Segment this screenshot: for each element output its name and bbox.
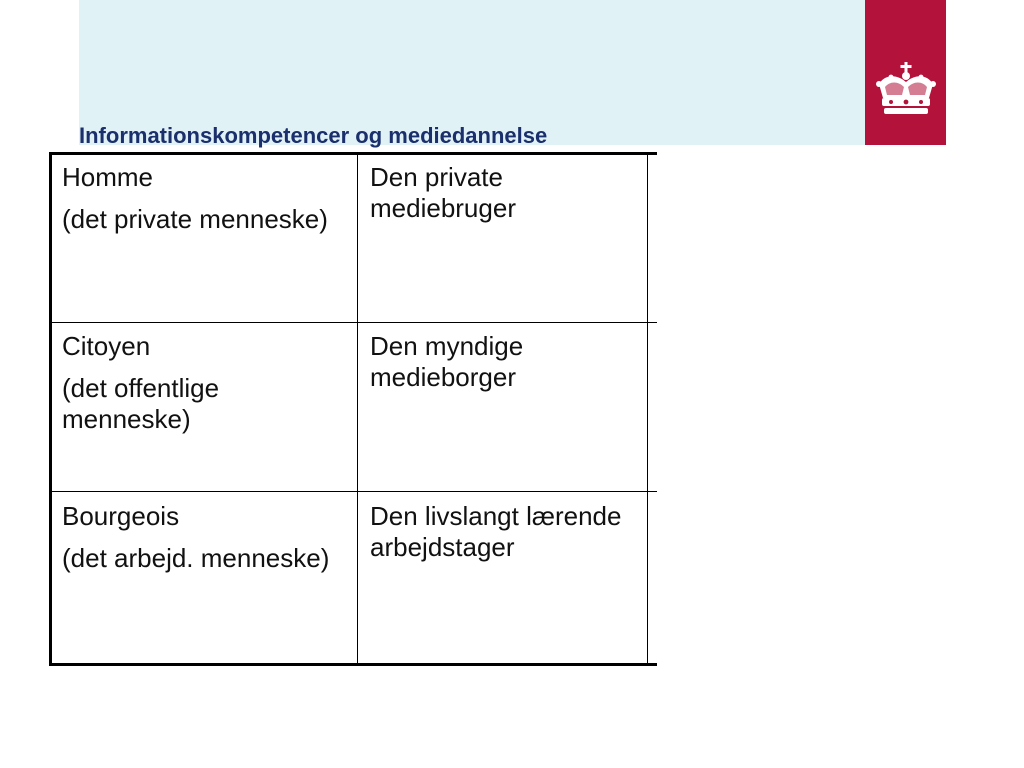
- matrix-border-left: [49, 152, 52, 666]
- media-role: Den livslangt lærende arbejdstager: [370, 501, 622, 562]
- matrix-column-divider: [357, 155, 358, 663]
- matrix-border-top: [49, 152, 657, 155]
- term-gloss: (det private menneske): [62, 204, 328, 234]
- royal-crown-icon: [871, 60, 941, 118]
- media-role: Den myndige medieborger: [370, 331, 524, 392]
- table-row-2-term-cell: [62, 331, 352, 435]
- slide-title: Informationskompetencer og mediedannelse: [79, 123, 548, 148]
- table-row-3-role-cell: [370, 501, 642, 563]
- table-row-3-term-cell: [62, 501, 352, 574]
- term-gloss: (det offentlige menneske): [62, 373, 220, 434]
- media-role: Den private mediebruger: [370, 162, 516, 223]
- term-label: Bourgeois: [62, 501, 180, 531]
- term-gloss: (det arbejd. menneske): [62, 543, 330, 573]
- matrix-row-divider: [52, 491, 657, 492]
- logo-panel: [865, 0, 946, 145]
- matrix-column-divider-right: [647, 155, 648, 663]
- table-row-1-term-cell: [62, 162, 352, 235]
- matrix-row-divider: [52, 322, 657, 323]
- table-row-1-role-cell: [370, 162, 642, 224]
- term-label: Homme: [62, 162, 154, 192]
- table-row-2-role-cell: [370, 331, 642, 393]
- matrix-border-bottom: [49, 663, 657, 666]
- term-label: Citoyen: [62, 331, 151, 361]
- citizen-media-matrix: [49, 152, 659, 666]
